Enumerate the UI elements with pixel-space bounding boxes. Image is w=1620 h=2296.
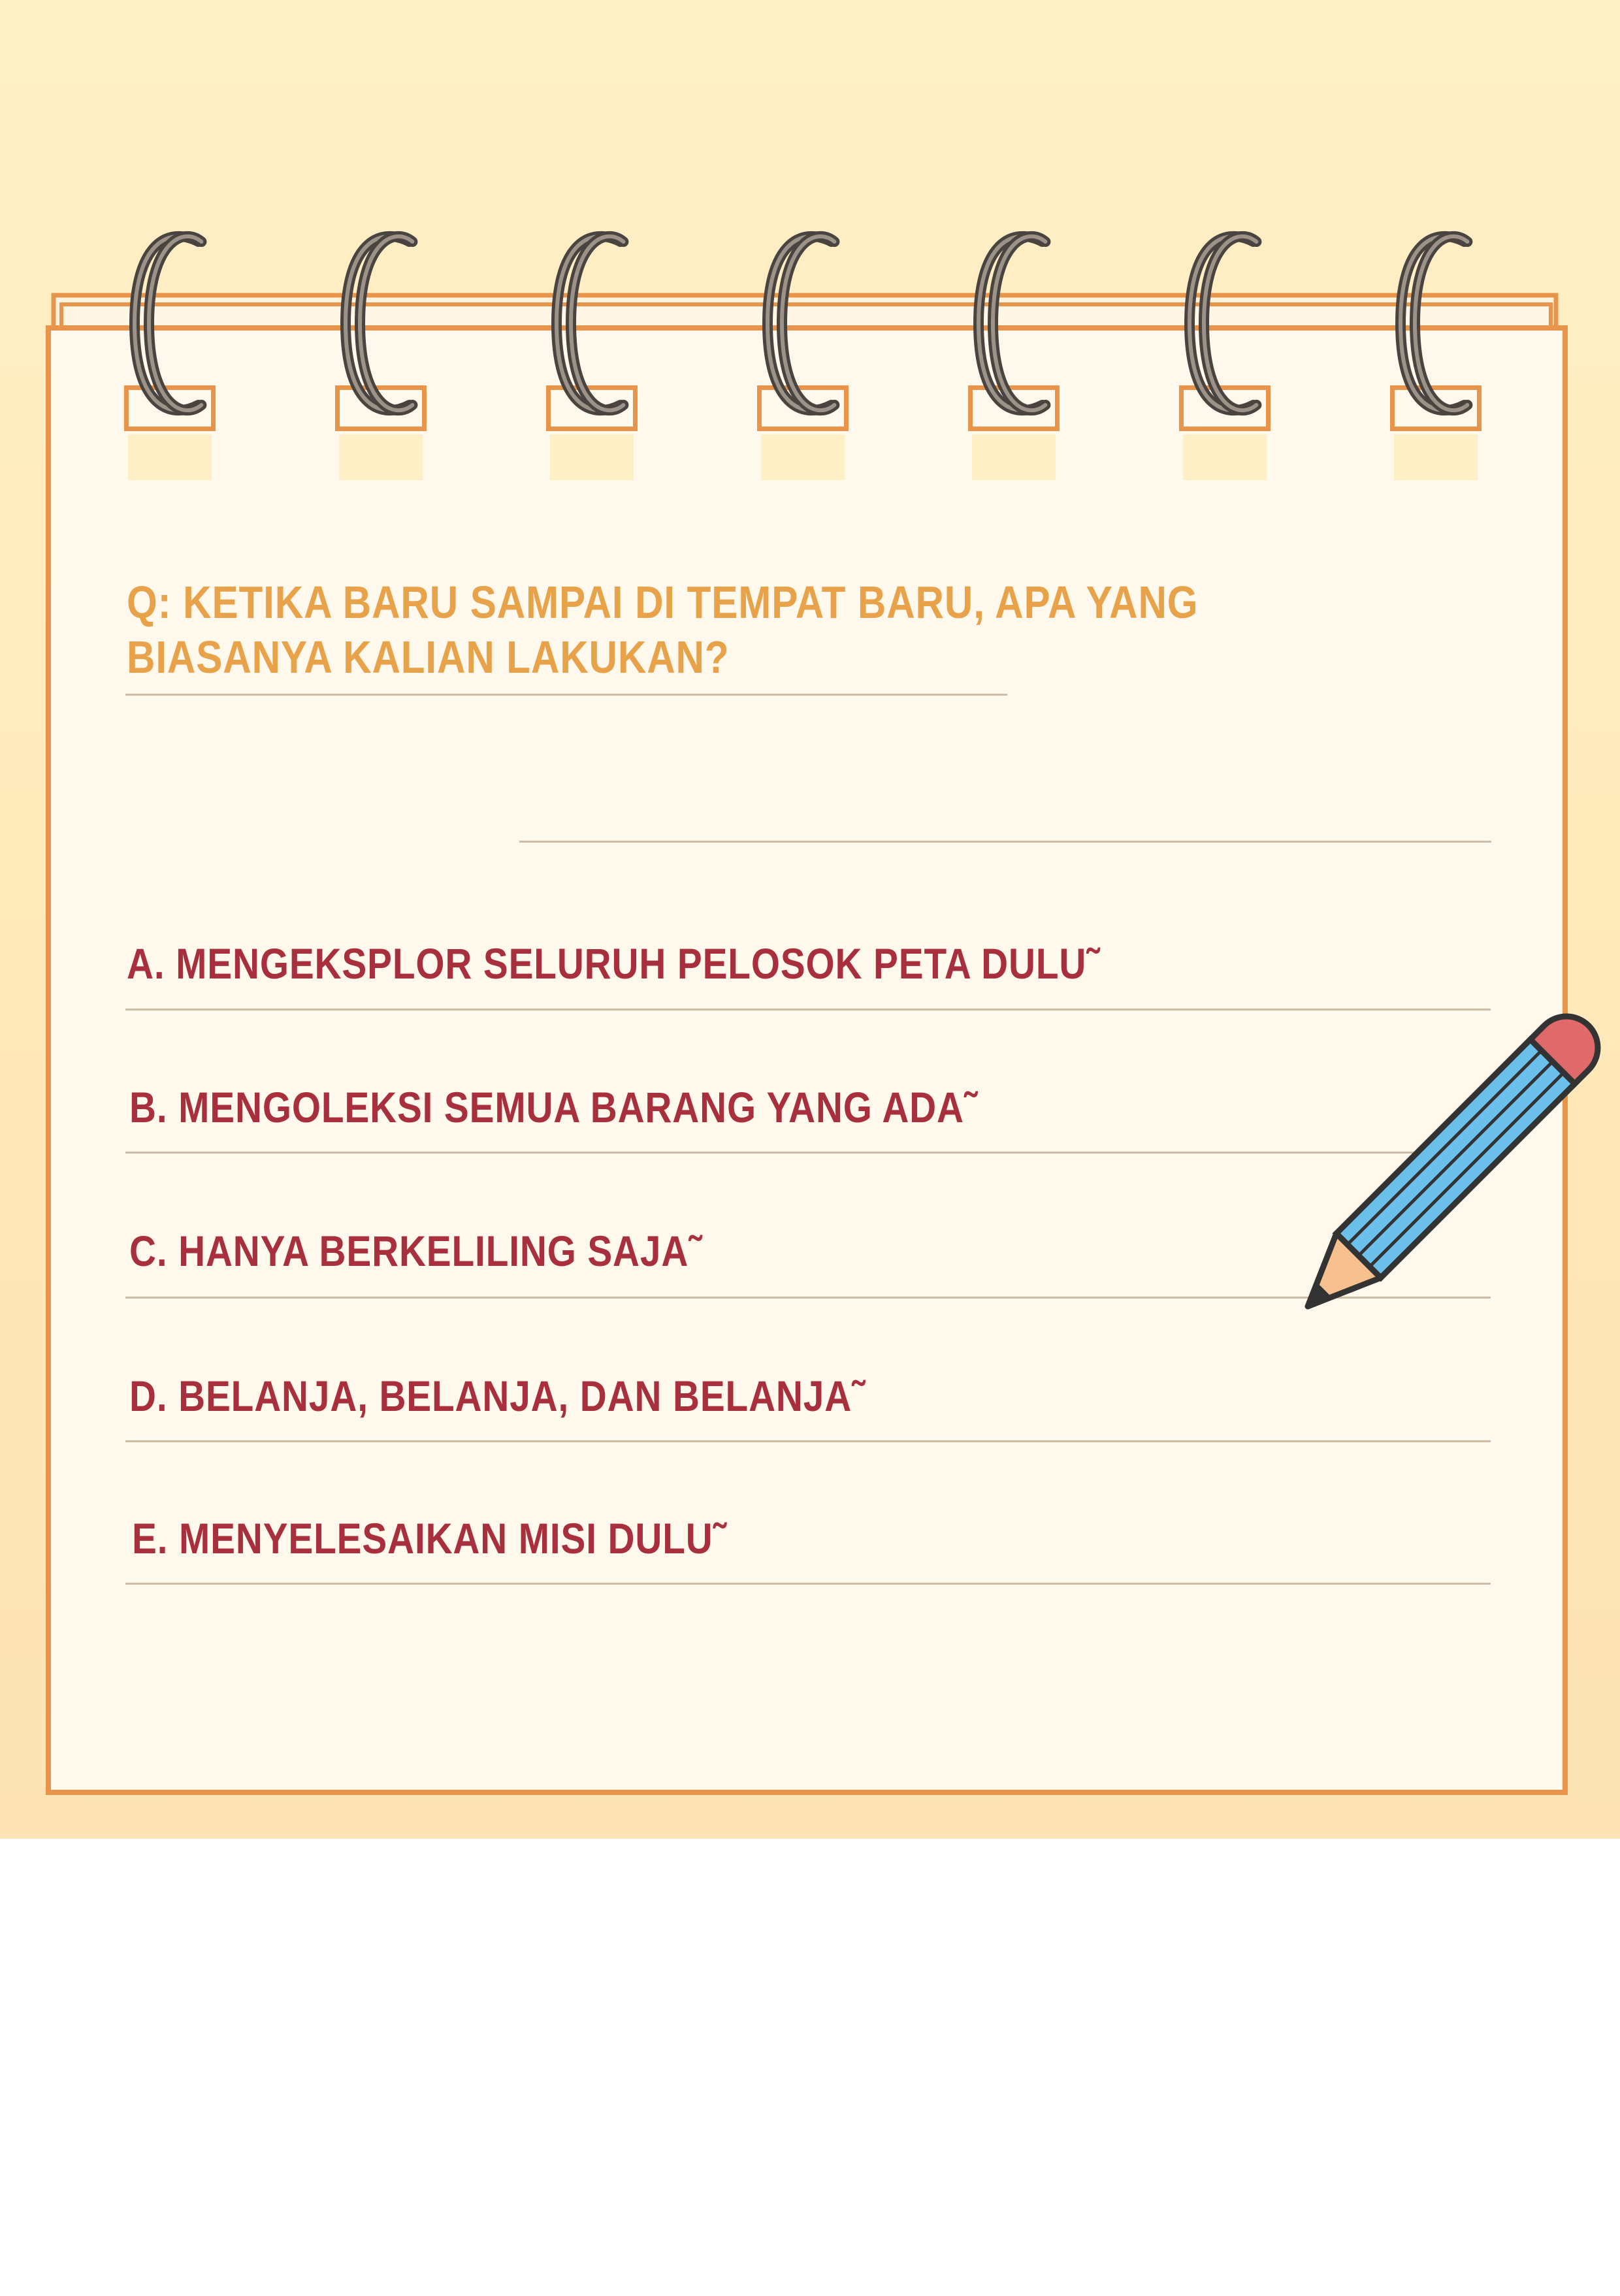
binding-hole-shadow: [550, 434, 634, 480]
option-b[interactable]: B. MENGOLEKSI SEMUA BARANG YANG ADA˜: [129, 1083, 977, 1131]
binding-hole-shadow: [1394, 434, 1478, 480]
option-d-rule: [125, 1440, 1491, 1442]
pencil-icon: [1293, 993, 1607, 1319]
question-line-1: Q: KETIKA BARU SAMPAI DI TEMPAT BARU, APA YANG: [127, 577, 1199, 628]
option-c-rule: [125, 1297, 1491, 1299]
spiral-ring-icon: [754, 225, 852, 421]
spiral-ring-icon: [1387, 225, 1485, 421]
option-d[interactable]: D. BELANJA, BELANJA, DAN BELANJA˜: [129, 1372, 865, 1420]
option-c[interactable]: C. HANYA BERKELILING SAJA˜: [129, 1227, 702, 1275]
option-e[interactable]: E. MENYELESAIKAN MISI DULU˜: [132, 1514, 726, 1562]
answer-line: [519, 841, 1491, 843]
option-b-rule: [125, 1152, 1491, 1154]
binding-hole-shadow: [761, 434, 845, 480]
binding-hole-shadow: [128, 434, 212, 480]
spiral-ring-icon: [1176, 225, 1274, 421]
question-underline: [125, 694, 1007, 696]
spiral-ring-icon: [965, 225, 1063, 421]
option-a-rule: [125, 1009, 1491, 1011]
binding-hole-shadow: [1183, 434, 1267, 480]
spiral-ring-icon: [332, 225, 430, 421]
question-text: [127, 575, 1199, 685]
spiral-ring-icon: [122, 225, 219, 421]
binding-hole-shadow: [972, 434, 1056, 480]
option-e-rule: [125, 1583, 1491, 1585]
binding-hole-shadow: [339, 434, 423, 480]
option-a[interactable]: A. MENGEKSPLOR SELURUH PELOSOK PETA DULU˜: [127, 939, 1100, 988]
question-line-2: BIASANYA KALIAN LAKUKAN?: [127, 632, 730, 683]
spiral-ring-icon: [543, 225, 641, 421]
